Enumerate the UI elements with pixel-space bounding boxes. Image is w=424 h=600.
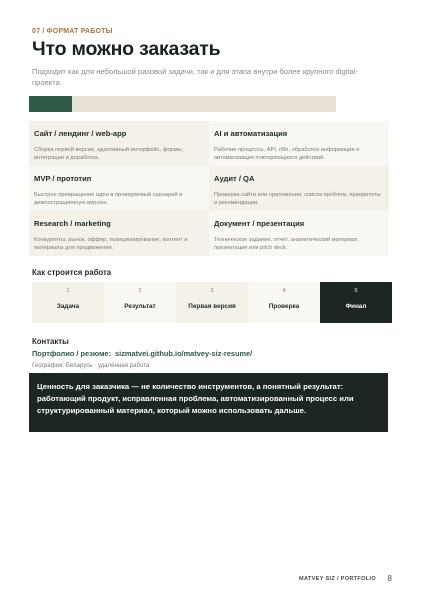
page-title: Что можно заказать (32, 38, 221, 60)
service-card (209, 121, 389, 166)
process-step (104, 282, 176, 323)
service-title: Сайт / лендинг / web-app (34, 129, 127, 138)
portfolio-label: Портфолио / резюме: (32, 349, 112, 358)
step-label: Первая версия (188, 303, 236, 310)
service-description: Проверка сайта или приложения, список проблем, приоритеты и рекомендации. (214, 192, 381, 207)
step-number: 3 (210, 288, 214, 294)
service-description: Конкуренты, рынок, оффер, позиционирование, контент и материалы для продвижения. (34, 237, 188, 252)
geography-text: География: Беларусь · удалённая работа (32, 362, 150, 369)
service-title: AI и автоматизация (214, 129, 288, 138)
step-number: 1 (66, 288, 70, 294)
step-label: Финал (345, 303, 367, 310)
progress-strip (29, 96, 336, 112)
step-label: Проверка (268, 303, 300, 310)
service-card (29, 211, 209, 256)
section-label: 07 / ФОРМАТ РАБОТЫ (32, 28, 113, 35)
value-summary-box (29, 373, 388, 432)
service-description: Рабочие процессы, API, n8n, обработка информации и автоматизация повторяющихся действий. (214, 147, 360, 162)
process-step-active (320, 282, 392, 323)
step-label: Результат (124, 303, 156, 310)
service-card (209, 211, 389, 256)
value-summary-text: Ценность для заказчика — не количество инструментов, а понятный результат: работающий продукт, исправленная проблема, автоматизированный процесс или структурированный материал, который можно использовать дальше. (37, 382, 354, 415)
portfolio-line (32, 349, 252, 358)
service-description: Сборка первой версии, адаптивный интерфейс, формы, интеграции и доработка. (34, 147, 184, 162)
lead-paragraph: Подходит как для небольшой разовой задачи, так и для этапа внутри более крупного digital-проекта. (32, 67, 358, 87)
step-number: 4 (282, 288, 286, 294)
services-grid (29, 121, 389, 256)
service-card (209, 166, 389, 211)
portfolio-link[interactable]: sizmatvei.github.io/matvey-siz-resume/ (115, 349, 253, 358)
progress-fill (29, 96, 72, 112)
page-number: 8 (387, 574, 392, 583)
step-number: 2 (138, 288, 142, 294)
service-description: Быстрое превращение идеи в проверяемый сценарий и демонстрационную версию. (34, 192, 183, 207)
step-number: 5 (354, 288, 358, 294)
service-card (29, 121, 209, 166)
process-step (176, 282, 248, 323)
service-title: MVP / прототип (34, 174, 92, 183)
process-heading: Как строится работа (32, 268, 112, 277)
process-step (32, 282, 104, 323)
process-steps (32, 282, 392, 323)
contacts-heading: Контакты (32, 337, 69, 346)
service-description: Техническое задание, отчёт, аналитический материал, презентация или pitch deck. (214, 237, 359, 252)
service-title: Research / marketing (34, 219, 111, 228)
footer-brand: MATVEY SIZ / PORTFOLIO (299, 576, 376, 582)
service-card (29, 166, 209, 211)
service-title: Документ / презентация (214, 219, 305, 228)
step-label: Задача (56, 303, 80, 310)
service-title: Аудит / QA (214, 174, 255, 183)
process-step (248, 282, 320, 323)
